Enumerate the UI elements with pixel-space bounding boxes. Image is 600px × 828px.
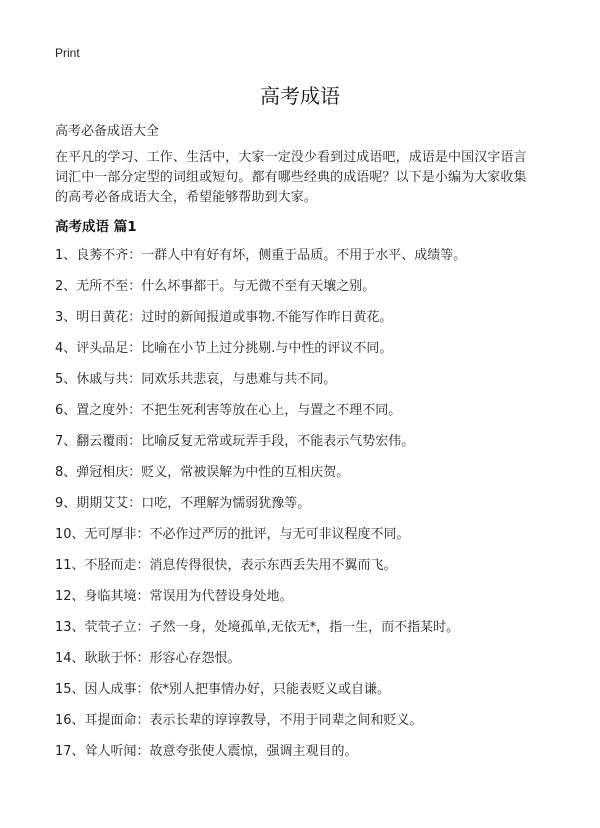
- idiom-item: 8、弹冠相庆：贬义，常被误解为中性的互相庆贺。: [55, 465, 350, 480]
- page-title: 高考成语: [260, 84, 340, 108]
- intro-line: 词汇中一部分定型的词组或短句。都有哪些经典的成语呢？以下是小编为大家收集: [55, 170, 527, 185]
- idiom-item: 10、无可厚非：不必作过严厉的批评，与无可非议程度不同。: [55, 527, 410, 542]
- print-link[interactable]: Print: [55, 46, 80, 60]
- intro-line: 在平凡的学习、工作、生活中，大家一定没少看到过成语吧，成语是中国汉字语言: [55, 150, 527, 165]
- subtitle: 高考必备成语大全: [55, 124, 160, 139]
- idiom-list: [55, 246, 575, 773]
- idiom-item: 14、耿耿于怀：形容心存怨恨。: [55, 651, 241, 666]
- idiom-item: 11、不胫而走：消息传得很快，表示东西丢失用不翼而飞。: [55, 558, 397, 573]
- idiom-item: 16、耳提面命：表示长辈的谆谆教导，不用于同辈之间和贬义。: [55, 713, 423, 728]
- idiom-item: 7、翻云覆雨：比喻反复无常或玩弄手段，不能表示气势宏伟。: [55, 434, 415, 449]
- idiom-item: 4、评头品足：比喻在小节上过分挑剔.与中性的评议不同。: [55, 341, 393, 356]
- idiom-item: 12、身临其境：常误用为代替设身处地。: [55, 589, 293, 604]
- idiom-item: 2、无所不至：什么坏事都干。与无微不至有天壤之别。: [55, 279, 376, 294]
- intro-line: 的高考必备成语大全，希望能够帮助到大家。: [55, 190, 318, 205]
- intro-paragraph: [55, 148, 555, 208]
- idiom-item: 5、休戚与共：同欢乐共悲哀，与患难与共不同。: [55, 372, 337, 387]
- idiom-item: 3、明日黄花：过时的新闻报道或事物.不能写作昨日黄花。: [55, 310, 393, 325]
- idiom-item: 15、因人成事：依*别人把事情办好，只能表贬义或自谦。: [55, 682, 391, 697]
- idiom-item: 9、期期艾艾：口吃，不理解为懦弱犹豫等。: [55, 496, 311, 511]
- section-heading: 高考成语 篇1: [55, 219, 137, 235]
- idiom-item: 17、耸人听闻：故意夸张使人震惊，强调主观目的。: [55, 744, 358, 759]
- idiom-item: 6、置之度外：不把生死利害等放在心上，与置之不理不同。: [55, 403, 402, 418]
- idiom-item: 1、良莠不齐：一群人中有好有坏，侧重于品质。不用于水平、成绩等。: [55, 248, 467, 263]
- idiom-item: 13、茕茕孑立：孑然一身，处境孤单,无依无*，指一生，而不指某时。: [55, 620, 460, 635]
